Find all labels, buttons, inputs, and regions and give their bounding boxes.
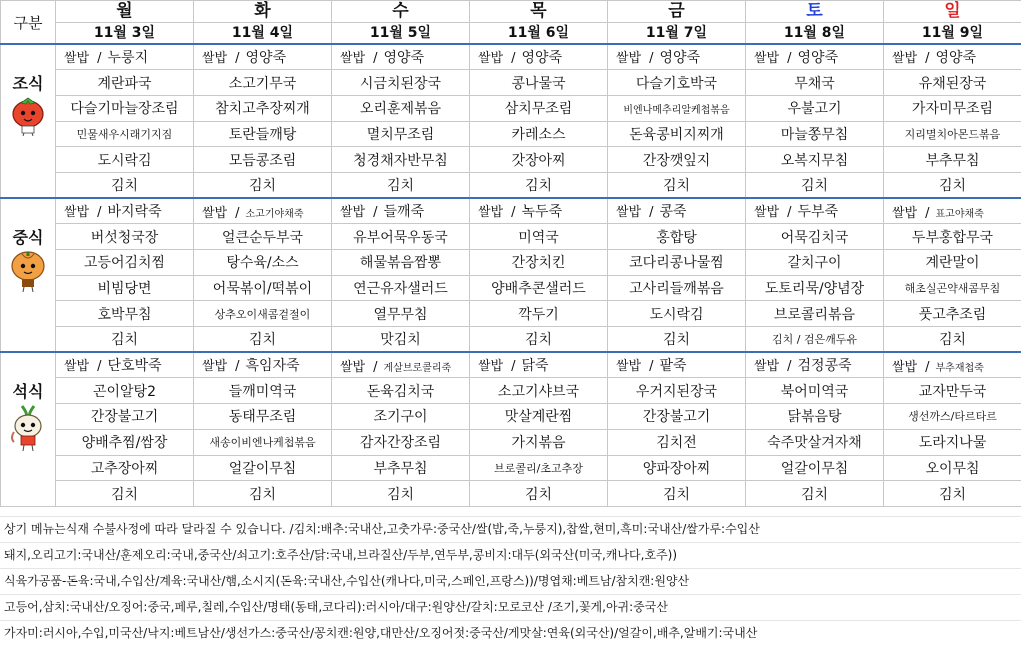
rice-label: 쌀밥 bbox=[340, 205, 365, 220]
dish-cell: 김치 bbox=[470, 481, 608, 507]
separator: / bbox=[649, 359, 653, 374]
dish-cell: 미역국 bbox=[470, 224, 608, 250]
day-name: 목 bbox=[470, 1, 607, 23]
dish-cell: 도시락김 bbox=[608, 301, 746, 327]
grain-cell bbox=[884, 198, 1021, 224]
rice-label: 쌀밥 bbox=[64, 205, 89, 220]
porridge-label: 영양죽 bbox=[936, 50, 977, 66]
dish-cell: 갓장아찌 bbox=[470, 147, 608, 173]
dish-cell: 감자간장조림 bbox=[332, 429, 470, 455]
meal-grain-row bbox=[1, 198, 1021, 224]
grain-cell bbox=[884, 352, 1021, 378]
grain-cell bbox=[194, 44, 332, 70]
rice-label: 쌀밥 bbox=[754, 359, 779, 374]
dish-cell: 소고기샤브국 bbox=[470, 378, 608, 404]
separator: / bbox=[925, 51, 929, 66]
dish-cell: 돈육김치국 bbox=[332, 378, 470, 404]
note-line: 고등어,삼치:국내산/오징어:중국,페루,칠레,수입산/명태(동태,코다리):러시아/대구:원양산/갈치:모로코산 /조기,꽃게,아귀:중국산 bbox=[0, 594, 1021, 620]
grain-cell bbox=[608, 352, 746, 378]
dish-cell: 청경채자반무침 bbox=[332, 147, 470, 173]
day-header-2 bbox=[194, 1, 332, 45]
meal-grain-row bbox=[1, 352, 1021, 378]
porridge-label: 두부죽 bbox=[798, 204, 839, 220]
dish-cell: 어묵김치국 bbox=[746, 224, 884, 250]
menu-row bbox=[1, 95, 1021, 121]
dish-cell: 부추무침 bbox=[884, 147, 1021, 173]
menu-row bbox=[1, 429, 1021, 455]
dish-cell: 계란파국 bbox=[56, 70, 194, 96]
dish-cell: 민물새우시래기지짐 bbox=[56, 121, 194, 147]
porridge-label: 녹두죽 bbox=[522, 204, 563, 220]
rice-label: 쌀밥 bbox=[892, 206, 917, 221]
dish-cell: 돈육콩비지찌개 bbox=[608, 121, 746, 147]
dish-cell: 간장불고기 bbox=[608, 404, 746, 430]
dish-cell: 코다리콩나물찜 bbox=[608, 250, 746, 276]
dish-cell: 토란들깨탕 bbox=[194, 121, 332, 147]
grain-cell bbox=[332, 352, 470, 378]
dish-cell: 오이무침 bbox=[884, 455, 1021, 481]
dish-cell: 우거지된장국 bbox=[608, 378, 746, 404]
grain-cell bbox=[746, 198, 884, 224]
dish-cell: 김치 bbox=[746, 172, 884, 198]
dish-cell: 북어미역국 bbox=[746, 378, 884, 404]
menu-row bbox=[1, 275, 1021, 301]
dish-cell: 카레소스 bbox=[470, 121, 608, 147]
day-date: 11월 6일 bbox=[470, 23, 607, 43]
separator: / bbox=[235, 359, 239, 374]
day-name: 수 bbox=[332, 1, 469, 23]
dish-cell: 숙주맛살겨자채 bbox=[746, 429, 884, 455]
dish-cell: 얼큰순두부국 bbox=[194, 224, 332, 250]
porridge-label: 표고야채죽 bbox=[936, 209, 984, 220]
origin-notes bbox=[0, 516, 1021, 646]
rice-label: 쌀밥 bbox=[202, 359, 227, 374]
grain-cell bbox=[470, 44, 608, 70]
dish-cell: 브로콜리/초고추장 bbox=[470, 455, 608, 481]
meal-label: 중식 bbox=[1, 225, 55, 248]
day-date: 11월 9일 bbox=[884, 23, 1021, 43]
dish-cell: 탕수육/소스 bbox=[194, 250, 332, 276]
dish-cell: 맛살계란찜 bbox=[470, 404, 608, 430]
dish-cell: 해물볶음짬뽕 bbox=[332, 250, 470, 276]
dish-cell: 홍합탕 bbox=[608, 224, 746, 250]
note-line: 식육가공품-돈육:국내,수입산/계육:국내산/햄,소시지(돈육:국내산,수입산(캐나다,미국,스페인,프랑스))/명엽채:베트남/참치캔:원양산 bbox=[0, 568, 1021, 594]
dish-cell: 동태무조림 bbox=[194, 404, 332, 430]
dish-cell: 김치 bbox=[194, 172, 332, 198]
header-row bbox=[1, 1, 1021, 45]
dish-cell: 김치 bbox=[332, 481, 470, 507]
dish-cell: 간장깻잎지 bbox=[608, 147, 746, 173]
porridge-label: 소고기야채죽 bbox=[246, 209, 304, 220]
separator: / bbox=[97, 51, 101, 66]
dish-cell: 풋고추조림 bbox=[884, 301, 1021, 327]
rice-label: 쌀밥 bbox=[616, 205, 641, 220]
porridge-label: 영양죽 bbox=[522, 50, 563, 66]
dish-cell: 고사리들깨볶음 bbox=[608, 275, 746, 301]
dish-cell: 닭볶음탕 bbox=[746, 404, 884, 430]
dish-cell: 김치 bbox=[608, 172, 746, 198]
dish-cell: 깍두기 bbox=[470, 301, 608, 327]
rice-label: 쌀밥 bbox=[340, 51, 365, 66]
dish-cell: 맛김치 bbox=[332, 327, 470, 353]
dish-cell: 무채국 bbox=[746, 70, 884, 96]
dish-cell: 생선까스/타르타르 bbox=[884, 404, 1021, 430]
separator: / bbox=[925, 360, 929, 375]
dish-cell: 삼치무조림 bbox=[470, 95, 608, 121]
tomato-mascot-icon bbox=[1, 94, 55, 140]
menu-row bbox=[1, 378, 1021, 404]
dish-cell: 김치 bbox=[470, 327, 608, 353]
separator: / bbox=[235, 206, 239, 221]
dish-cell: 우불고기 bbox=[746, 95, 884, 121]
rice-label: 쌀밥 bbox=[616, 51, 641, 66]
separator: / bbox=[925, 206, 929, 221]
porridge-label: 영양죽 bbox=[798, 50, 839, 66]
rice-label: 쌀밥 bbox=[754, 205, 779, 220]
radish-mascot-icon bbox=[1, 402, 55, 456]
dish-cell: 김치 bbox=[194, 327, 332, 353]
separator: / bbox=[373, 51, 377, 66]
dish-cell: 지리멸치아몬드볶음 bbox=[884, 121, 1021, 147]
meal-label: 석식 bbox=[1, 379, 55, 402]
dish-cell: 다슬기마늘장조림 bbox=[56, 95, 194, 121]
day-date: 11월 7일 bbox=[608, 23, 745, 43]
porridge-label: 흑임자죽 bbox=[246, 358, 300, 374]
dish-cell: 상추오이새콤겉절이 bbox=[194, 301, 332, 327]
dish-cell: 김치 bbox=[56, 172, 194, 198]
porridge-label: 부추재첩죽 bbox=[936, 363, 984, 374]
porridge-label: 누룽지 bbox=[108, 50, 149, 66]
dish-cell: 고등어김치찜 bbox=[56, 250, 194, 276]
separator: / bbox=[511, 359, 515, 374]
separator: / bbox=[511, 205, 515, 220]
rice-label: 쌀밥 bbox=[478, 205, 503, 220]
meal-label-cell bbox=[1, 198, 56, 352]
dish-cell: 유부어묵우동국 bbox=[332, 224, 470, 250]
dish-cell: 김치 bbox=[194, 481, 332, 507]
dish-cell: 들깨미역국 bbox=[194, 378, 332, 404]
meal-label: 조식 bbox=[1, 71, 55, 94]
grain-cell bbox=[608, 198, 746, 224]
day-date: 11월 3일 bbox=[56, 23, 193, 43]
rice-label: 쌀밥 bbox=[892, 360, 917, 375]
day-header-3 bbox=[332, 1, 470, 45]
grain-cell bbox=[470, 352, 608, 378]
grain-cell bbox=[332, 44, 470, 70]
dish-cell: 고추장아찌 bbox=[56, 455, 194, 481]
menu-row bbox=[1, 172, 1021, 198]
porridge-label: 콩죽 bbox=[660, 204, 687, 220]
day-name: 월 bbox=[56, 1, 193, 23]
dish-cell: 열무무침 bbox=[332, 301, 470, 327]
separator: / bbox=[235, 51, 239, 66]
porridge-label: 바지락죽 bbox=[108, 204, 162, 220]
dish-cell: 김치 bbox=[56, 327, 194, 353]
menu-row bbox=[1, 301, 1021, 327]
dish-cell: 새송이비엔나케첩볶음 bbox=[194, 429, 332, 455]
dish-cell: 가자미무조림 bbox=[884, 95, 1021, 121]
separator: / bbox=[649, 51, 653, 66]
menu-row bbox=[1, 224, 1021, 250]
rice-label: 쌀밥 bbox=[754, 51, 779, 66]
dish-cell: 시금치된장국 bbox=[332, 70, 470, 96]
dish-cell: 양배추콘샐러드 bbox=[470, 275, 608, 301]
dish-cell: 김치 bbox=[884, 172, 1021, 198]
porridge-label: 들깨죽 bbox=[384, 204, 425, 220]
day-header-7 bbox=[884, 1, 1021, 45]
meal-grain-row bbox=[1, 44, 1021, 70]
menu-row bbox=[1, 250, 1021, 276]
dish-cell: 브로콜리볶음 bbox=[746, 301, 884, 327]
dish-cell: 도라지나물 bbox=[884, 429, 1021, 455]
rice-label: 쌀밥 bbox=[616, 359, 641, 374]
rice-label: 쌀밥 bbox=[340, 360, 365, 375]
dish-cell: 교자만두국 bbox=[884, 378, 1021, 404]
dish-cell: 마늘쫑무침 bbox=[746, 121, 884, 147]
grain-cell bbox=[746, 44, 884, 70]
dish-cell: 계란말이 bbox=[884, 250, 1021, 276]
rice-label: 쌀밥 bbox=[64, 51, 89, 66]
dish-cell: 멸치무조림 bbox=[332, 121, 470, 147]
separator: / bbox=[97, 205, 101, 220]
separator: / bbox=[787, 51, 791, 66]
dish-cell: 다슬기호박국 bbox=[608, 70, 746, 96]
day-date: 11월 5일 bbox=[332, 23, 469, 43]
menu-row bbox=[1, 404, 1021, 430]
dish-cell: 도시락김 bbox=[56, 147, 194, 173]
day-name: 화 bbox=[194, 1, 331, 23]
grain-cell bbox=[56, 198, 194, 224]
rice-label: 쌀밥 bbox=[478, 51, 503, 66]
meal-label-cell bbox=[1, 44, 56, 198]
dish-cell: 간장불고기 bbox=[56, 404, 194, 430]
separator: / bbox=[649, 205, 653, 220]
dish-cell: 조기구이 bbox=[332, 404, 470, 430]
menu-row bbox=[1, 121, 1021, 147]
note-line: 가자미:러시아,수입,미국산/낙지:베트남산/생선가스:중국산/꽁치캔:원양,대만산/오징어젓:중국산/게맛살:연육(외국산)/얼갈이,배추,알배기:국내산 bbox=[0, 620, 1021, 646]
dish-cell: 유채된장국 bbox=[884, 70, 1021, 96]
dish-cell: 참치고추장찌개 bbox=[194, 95, 332, 121]
dish-cell: 버섯청국장 bbox=[56, 224, 194, 250]
separator: / bbox=[787, 359, 791, 374]
porridge-label: 검정콩죽 bbox=[798, 358, 852, 374]
dish-cell: 얼갈이무침 bbox=[746, 455, 884, 481]
porridge-label: 팥죽 bbox=[660, 358, 687, 374]
note-line: 돼지,오리고기:국내산/훈제오리:국내,중국산/쇠고기:호주산/닭:국내,브라질산/두부,연두부,콩비지:대두(외국산(미국,캐나다,호주)) bbox=[0, 542, 1021, 568]
separator: / bbox=[373, 205, 377, 220]
separator: / bbox=[97, 359, 101, 374]
grain-cell bbox=[56, 44, 194, 70]
dish-cell: 김치 bbox=[56, 481, 194, 507]
porridge-label: 영양죽 bbox=[246, 50, 287, 66]
dish-cell: 얼갈이무침 bbox=[194, 455, 332, 481]
grain-cell bbox=[608, 44, 746, 70]
pumpkin-mascot-icon bbox=[1, 248, 55, 296]
dish-cell: 비엔나메추리알케첩볶음 bbox=[608, 95, 746, 121]
separator: / bbox=[787, 205, 791, 220]
dish-cell: 곤이알탕2 bbox=[56, 378, 194, 404]
menu-row bbox=[1, 70, 1021, 96]
grain-cell bbox=[332, 198, 470, 224]
dish-cell: 김치 bbox=[884, 481, 1021, 507]
grain-cell bbox=[194, 198, 332, 224]
dish-cell: 김치 bbox=[608, 327, 746, 353]
day-header-6 bbox=[746, 1, 884, 45]
dish-cell: 김치 bbox=[470, 172, 608, 198]
day-header-5 bbox=[608, 1, 746, 45]
category-header: 구분 bbox=[1, 1, 56, 45]
dish-cell: 양파장아찌 bbox=[608, 455, 746, 481]
porridge-label: 영양죽 bbox=[660, 50, 701, 66]
dish-cell: 호박무침 bbox=[56, 301, 194, 327]
menu-row bbox=[1, 481, 1021, 507]
grain-cell bbox=[746, 352, 884, 378]
separator: / bbox=[373, 360, 377, 375]
grain-cell bbox=[884, 44, 1021, 70]
dish-cell: 두부홍합무국 bbox=[884, 224, 1021, 250]
dish-cell: 갈치구이 bbox=[746, 250, 884, 276]
dish-cell: 김치 bbox=[884, 327, 1021, 353]
grain-cell bbox=[56, 352, 194, 378]
dish-cell: 김치 / 검은깨두유 bbox=[746, 327, 884, 353]
menu-row bbox=[1, 147, 1021, 173]
separator: / bbox=[511, 51, 515, 66]
day-date: 11월 8일 bbox=[746, 23, 883, 43]
dish-cell: 모듬콩조림 bbox=[194, 147, 332, 173]
day-name: 금 bbox=[608, 1, 745, 23]
porridge-label: 영양죽 bbox=[384, 50, 425, 66]
day-name: 토 bbox=[746, 1, 883, 23]
day-date: 11월 4일 bbox=[194, 23, 331, 43]
dish-cell: 김치 bbox=[608, 481, 746, 507]
dish-cell: 부추무침 bbox=[332, 455, 470, 481]
rice-label: 쌀밥 bbox=[202, 206, 227, 221]
day-header-1 bbox=[56, 1, 194, 45]
dish-cell: 해초실곤약새콤무침 bbox=[884, 275, 1021, 301]
dish-cell: 김치 bbox=[746, 481, 884, 507]
dish-cell: 도토리묵/양념장 bbox=[746, 275, 884, 301]
porridge-label: 닭죽 bbox=[522, 358, 549, 374]
dish-cell: 연근유자샐러드 bbox=[332, 275, 470, 301]
day-header-4 bbox=[470, 1, 608, 45]
dish-cell: 가지볶음 bbox=[470, 429, 608, 455]
rice-label: 쌀밥 bbox=[202, 51, 227, 66]
dish-cell: 비빔당면 bbox=[56, 275, 194, 301]
grain-cell bbox=[470, 198, 608, 224]
dish-cell: 간장치킨 bbox=[470, 250, 608, 276]
dish-cell: 오리훈제볶음 bbox=[332, 95, 470, 121]
porridge-label: 게살브로콜리죽 bbox=[384, 363, 452, 374]
meal-label-cell bbox=[1, 352, 56, 506]
note-line: 상기 메뉴는식재 수불사정에 따라 달라질 수 있습니다. /김치:배추:국내산,고춧가루:중국산/쌀(밥,죽,누룽지),찹쌀,현미,흑미:국내산/쌀가루:수입산 bbox=[0, 516, 1021, 542]
dish-cell: 소고기무국 bbox=[194, 70, 332, 96]
day-name: 일 bbox=[884, 1, 1021, 23]
dish-cell: 김치 bbox=[332, 172, 470, 198]
menu-row bbox=[1, 455, 1021, 481]
menu-row bbox=[1, 327, 1021, 353]
rice-label: 쌀밥 bbox=[64, 359, 89, 374]
grain-cell bbox=[194, 352, 332, 378]
rice-label: 쌀밥 bbox=[478, 359, 503, 374]
dish-cell: 양배추찜/쌈장 bbox=[56, 429, 194, 455]
dish-cell: 콩나물국 bbox=[470, 70, 608, 96]
dish-cell: 오복지무침 bbox=[746, 147, 884, 173]
porridge-label: 단호박죽 bbox=[108, 358, 162, 374]
dish-cell: 김치전 bbox=[608, 429, 746, 455]
dish-cell: 어묵볶이/떡볶이 bbox=[194, 275, 332, 301]
rice-label: 쌀밥 bbox=[892, 51, 917, 66]
